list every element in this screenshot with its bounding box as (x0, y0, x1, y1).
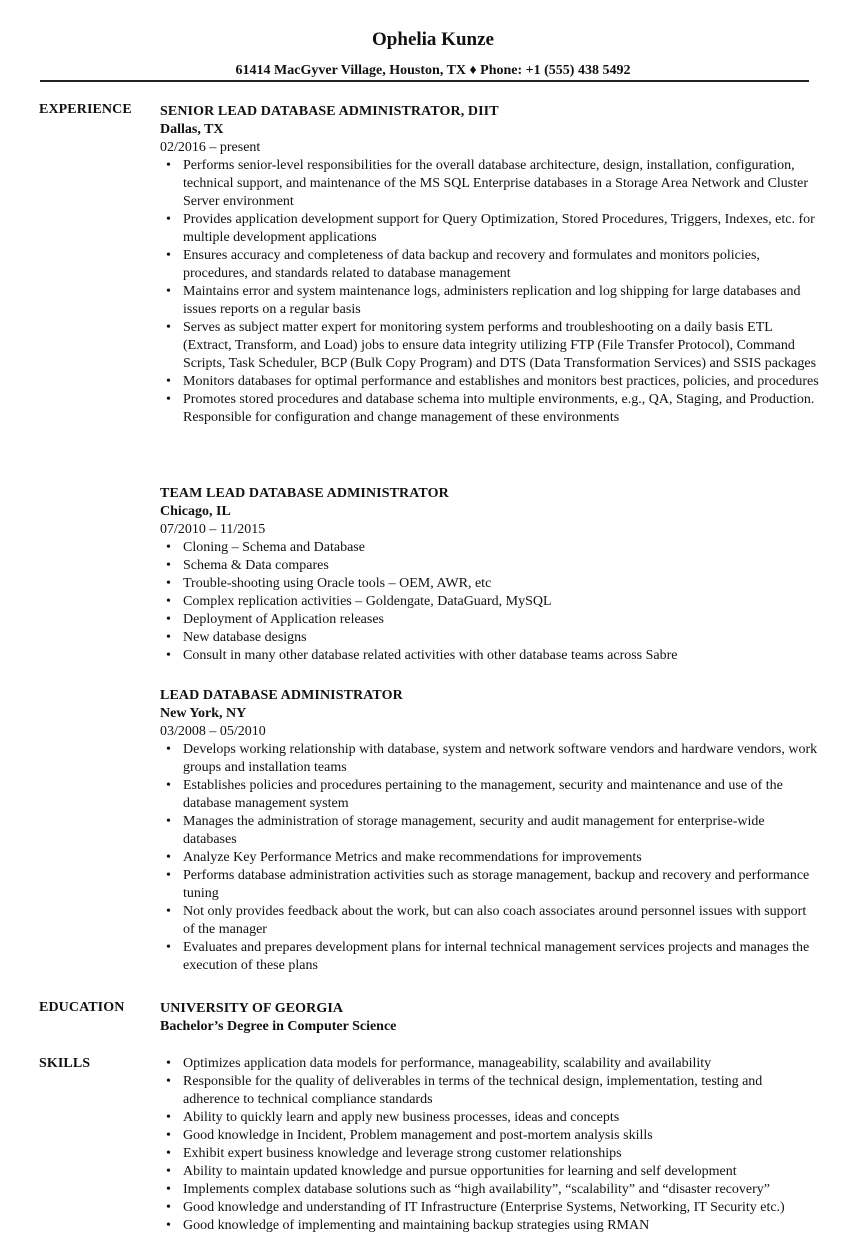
list-item: • Implements complex database solutions such as “high availability”, “scalability” and “disaster recovery” (160, 1181, 820, 1199)
job-entry (160, 485, 820, 665)
job-title: SENIOR LEAD DATABASE ADMINISTRATOR, DIIT (160, 104, 499, 119)
list-item: • Good knowledge and understanding of IT Infrastructure (Enterprise Systems, Networking, IT Security etc.) (160, 1199, 820, 1217)
list-item: • Deployment of Application releases (160, 611, 820, 629)
list-item: • Performs senior-level responsibilities for the overall database architecture, design, installation, configuration, technical support, and maintenance of the MS SQL Enterprise databases in a Storage Area Network and Cluster Server environment (160, 157, 820, 211)
school-name: UNIVERSITY OF GEORGIA (160, 1001, 344, 1016)
list-item: • Maintains error and system maintenance logs, administers replication and log shipping for large databases and issues reports on a regular basis (160, 283, 820, 319)
job-bullets (160, 741, 820, 975)
list-item: • Performs database administration activities such as storage management, backup and recovery and performance tuning (160, 867, 820, 903)
header-divider (40, 80, 809, 82)
job-location: Dallas, TX (160, 122, 224, 137)
experience-heading: EXPERIENCE (39, 102, 132, 117)
list-item: • Provides application development support for Query Optimization, Stored Procedures, Triggers, Indexes, etc. for multiple development applications (160, 211, 820, 247)
degree-name: Bachelor’s Degree in Computer Science (160, 1019, 397, 1034)
candidate-name: Ophelia Kunze (372, 29, 494, 50)
list-item: • Optimizes application data models for performance, manageability, scalability and availability (160, 1055, 820, 1073)
list-item: • Monitors databases for optimal performance and establishes and monitors best practices, policies, and procedures (160, 373, 820, 391)
list-item: • Ability to maintain updated knowledge and pursue opportunities for learning and self development (160, 1163, 820, 1181)
list-item: • Analyze Key Performance Metrics and make recommendations for improvements (160, 849, 820, 867)
list-item: • Good knowledge in Incident, Problem management and post-mortem analysis skills (160, 1127, 820, 1145)
list-item: • Consult in many other database related activities with other database teams across Sabre (160, 647, 820, 665)
job-dates: 02/2016 – present (160, 140, 261, 155)
list-item: • Cloning – Schema and Database (160, 539, 820, 557)
job-bullets (160, 539, 820, 665)
list-item: • Trouble-shooting using Oracle tools – OEM, AWR, etc (160, 575, 820, 593)
job-dates: 07/2010 – 11/2015 (160, 522, 266, 537)
list-item: • Manages the administration of storage management, security and audit management for enterprise-wide databases (160, 813, 820, 849)
skills-heading: SKILLS (39, 1056, 91, 1071)
job-location: Chicago, IL (160, 504, 231, 519)
list-item: • Exhibit expert business knowledge and leverage strong customer relationships (160, 1145, 820, 1163)
education-heading: EDUCATION (39, 1000, 125, 1015)
job-title: TEAM LEAD DATABASE ADMINISTRATOR (160, 486, 449, 501)
list-item: • Ensures accuracy and completeness of data backup and recovery and formulates and monitors policies, procedures, and standards related to database management (160, 247, 820, 283)
list-item: • New database designs (160, 629, 820, 647)
list-item: • Responsible for the quality of deliverables in terms of the technical design, implementation, testing and adherence to technical compliance standards (160, 1073, 820, 1109)
list-item: • Ability to quickly learn and apply new business processes, ideas and concepts (160, 1109, 820, 1127)
list-item: • Good knowledge of implementing and maintaining backup strategies using RMAN (160, 1217, 820, 1235)
job-title: LEAD DATABASE ADMINISTRATOR (160, 688, 403, 703)
list-item: • Complex replication activities – Goldengate, DataGuard, MySQL (160, 593, 820, 611)
list-item: • Schema & Data compares (160, 557, 820, 575)
job-location: New York, NY (160, 706, 247, 721)
contact-line: 61414 MacGyver Village, Houston, TX ♦ Phone: +1 (555) 438 5492 (235, 63, 631, 78)
job-entry (160, 103, 820, 427)
job-bullets (160, 157, 820, 427)
job-dates: 03/2008 – 05/2010 (160, 724, 266, 739)
education-entry (160, 1000, 820, 1036)
list-item: • Develops working relationship with database, system and network software vendors and hardware vendors, work groups and installation teams (160, 741, 820, 777)
list-item: • Evaluates and prepares development plans for internal technical management services projects and manages the execution of these plans (160, 939, 820, 975)
skills-entry (160, 1055, 820, 1235)
list-item: • Establishes policies and procedures pertaining to the management, security and maintenance and use of the database management system (160, 777, 820, 813)
list-item: • Not only provides feedback about the work, but can also coach associates around personnel issues with support of the manager (160, 903, 820, 939)
list-item: • Promotes stored procedures and database schema into multiple environments, e.g., QA, Staging, and Production. Responsible for configuration and change management of these environments (160, 391, 820, 427)
job-entry (160, 687, 820, 975)
list-item: • Serves as subject matter expert for monitoring system performs and troubleshooting on a daily basis ETL (Extract, Transform, and Load) jobs to ensure data integrity utilizing FTP (File Transfer Protocol), Command Scripts, Task Scheduler, BCP (Bulk Copy Program) and DTS (Data Transformation Services) and SSIS packages (160, 319, 820, 373)
skills-list (160, 1055, 820, 1235)
